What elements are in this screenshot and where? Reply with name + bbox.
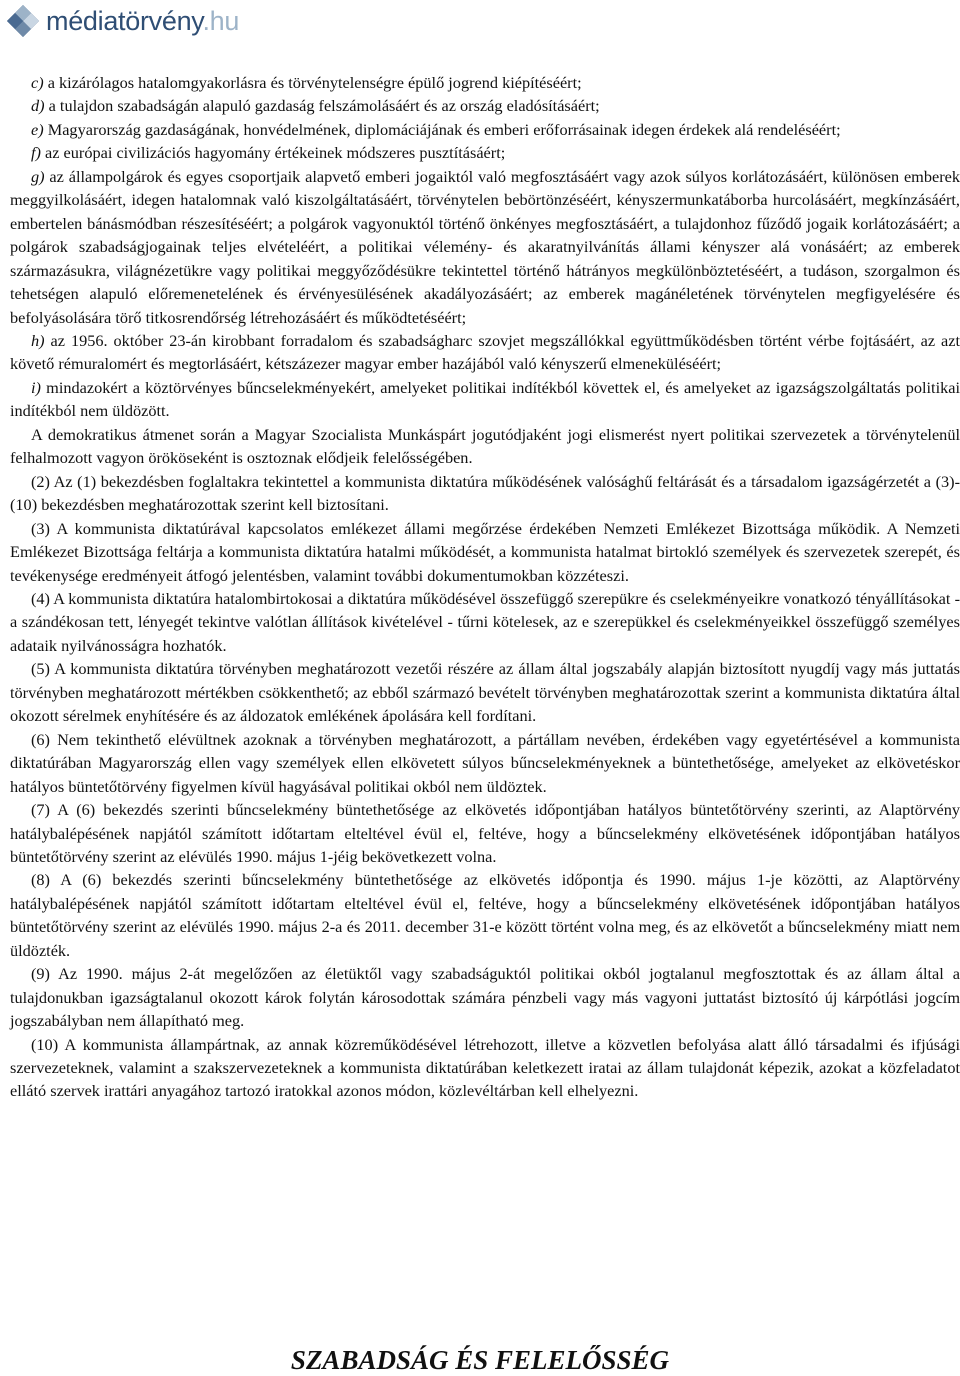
- section-heading: SZABADSÁG ÉS FELELŐSSÉG: [290, 1345, 670, 1375]
- document-body: [10, 71, 960, 1103]
- list-item-e: [10, 118, 960, 141]
- item-label: d): [31, 96, 45, 116]
- list-item-c: [10, 71, 960, 94]
- paragraph-10: (10) A kommunista állampártnak, az annak közreműködésével létrehozott, illetve a közvetlen befolyása alatt álló társadalmi és ifjúsági szervezeteknek, valamint a szakszervezeteknek a kommunista diktatúrában keletkezett iratai az állam tulajdonát képezik, azokat a közfeladatot ellátó szervek irattári anyagához tartozó iratokkal azonos módon, közlevéltárban kell elhelyezni.: [10, 1034, 960, 1101]
- paragraph-transition: A demokratikus átmenet során a Magyar Szocialista Munkáspárt jogutódjaként jogi elismerést nyert politikai szervezetek a törvénytelenül felhalmozott vagyon örököseként is osztoznak elődjeik felelősségében.: [10, 424, 960, 468]
- site-logo[interactable]: [6, 4, 239, 38]
- item-label: h): [31, 330, 45, 350]
- item-text: a tulajdon szabadságán alapuló gazdaság felszámolásáért és az ország eladósításáért;: [48, 96, 600, 116]
- item-text: Magyarország gazdaságának, honvédelmének, diplomáciájának és emberi erőforrásainak idegen érdekek alá rendeléséért;: [47, 119, 841, 139]
- paragraph-5: (5) A kommunista diktatúra törvényben meghatározott vezetői részére az állam által jogszabály alapján biztosított nyugdíj vagy más juttatás törvényben meghatározott mértékben csökkenthető; az ebből származó bevételt törvényben meghatározottak szerint a kommunista diktatúra által okozott sérelmek enyhítésére és az áldozatok emlékének ápolására kell fordítani.: [10, 659, 960, 726]
- item-text: mindazokért a köztörvényes bűncselekményekért, amelyeket politikai indítékból követtek el, és amelyeket az igazságszolgáltatás politikai indítékból nem üldözött.: [10, 377, 960, 421]
- paragraph-6: (6) Nem tekinthető elévültnek azoknak a törvényben meghatározott, a pártállam nevében, érdekében vagy egyetértésével a kommunista diktatúrában Magyarország ellen vagy személyek ellen elkövetett súlyos bűncselekményeknek a büntethetősége, amelyeket az elkövetéskor hatályos büntetőtörvény figyelmen kívül hagyásával politikai okból nem üldöztek.: [10, 729, 960, 796]
- item-label: g): [31, 166, 45, 186]
- list-item-i: [10, 376, 960, 423]
- list-item-h: [10, 329, 960, 376]
- paragraph-3: (3) A kommunista diktatúrával kapcsolatos emlékezet állami megőrzése érdekében Nemzeti Emlékezet Bizottsága működik. A Nemzeti Emlékezet Bizottsága feltárja a kommunista diktatúra hatalmi működését, a kommunista hatalmat birtokló személyek és szervezetek szerepét, és tevékenysége eredményeit átfogó jelentésben, valamint további dokumentumokban közzéteszi.: [10, 518, 960, 585]
- paragraph-8: (8) A (6) bekezdés szerinti bűncselekmény büntethetősége az elkövetés időpontja és 1990. május 1-je közötti, az Alaptörvény hatálybalépésének napjától számított időtartam elteltével évül el, feltéve, hogy a bűncselekmény elkövetésének időpontjában hatályos büntetőtörvény szerint az elévülés 1990. május 2-a és 2011. december 31-e között történt volna meg, és az elkövetőt a bűncselekmény miatt nem üldözték.: [10, 870, 960, 960]
- logo-main-text: médiatörvény: [46, 6, 203, 36]
- item-text: az állampolgárok és egyes csoportjaik alapvető emberi jogaiktól való megfosztásáért vagy azok súlyos korlátozásáért, különösen emberek meggyilkolásáért, idegen hatalomnak való kiszolgáltatásáért, törvénytelen bebörtönzéséért, kényszermunkatáborba hurcolásáért, megkínzásáért, embertelen bánásmódban részesítéséért; a polgárok vagyonuktól történő önkényes megfosztásáért, a tulajdonhoz fűződő jogaik korlátozásáért; a polgárok szabadságjogainak teljes elvételéért, a politikai vélemény- és akaratnyilvánítás állami kényszer alá vonásáért; az emberek származásukra, világnézetükre vagy politikai meggyőződésükre tekintettel történő hátrányos megkülönböztetéséért, a tudáson, szorgalmon és tehetségen alapuló előremenetelének és érvényesülésének akadályozásáért; az emberek magánéletének törvénytelen megfigyelésére és befolyásolására törő titkosrendőrség létrehozásáért és működtetéséért;: [10, 166, 960, 327]
- list-item-f: [10, 141, 960, 164]
- item-text: a kizárólagos hatalomgyakorlásra és törvénytelenségre épülő jogrend kiépítéséért;: [47, 73, 582, 92]
- diamond-logo-icon: [6, 4, 40, 38]
- item-label: c): [31, 73, 44, 92]
- item-label: i): [31, 377, 41, 397]
- list-item-g: [10, 165, 960, 329]
- item-text: az európai civilizációs hagyomány értékeinek módszeres pusztításáért;: [45, 143, 506, 163]
- item-text: az 1956. október 23-án kirobbant forradalom és szabadságharc szovjet megszállókkal együttműködésben történt vérbe fojtásáért, az azt követő rémuralomért és megtorlásáért, kétszázezer magyar ember hazájából való kényszerű elmeneküléséért;: [10, 330, 960, 374]
- logo-domain-text: .hu: [202, 6, 240, 36]
- paragraph-9: (9) Az 1990. május 2-át megelőzően az életüktől vagy szabadságuktól politikai okból jogtalanul megfosztottak és az állam által a tulajdonukban igazságtalanul okozott károk folytán károsodottak számára pénzbeli vagy más vagyoni juttatást biztosító új kárpótlási jogcím jogszabályban nem állapítható meg.: [10, 964, 960, 1031]
- paragraph-2: (2) Az (1) bekezdésben foglaltakra tekintettel a kommunista diktatúra működésének valósághű feltárását és a társadalom igazságérzetét a (3)-(10) bekezdésben meghatározottak szerint kell biztosítani.: [10, 471, 960, 515]
- item-label: f): [31, 143, 41, 163]
- paragraph-7: (7) A (6) bekezdés szerinti bűncselekmény büntethetősége az elkövetés időpontjában hatályos büntetőtörvény szerinti, az Alaptörvény hatálybalépésének napjától számított időtartam elteltével évül el, feltéve, hogy a bűncselekmény elkövetésének időpontjában hatályos büntetőtörvény szerint az elévülés 1990. május 1-jéig bekövetkezett volna.: [10, 800, 960, 866]
- item-label: e): [31, 119, 44, 139]
- paragraph-4: (4) A kommunista diktatúra hatalombirtokosai a diktatúra működésével összefüggő szerepükre és cselekményeikre vonatkozó tényállításokat - a szándékosan tett, lényegét tekintve valótlan állítások kivételével - tűrni kötelesek, az e szerepükkel és cselekményeikkel összefüggő személyes adataik nyilvánosságra hozhatók.: [10, 588, 960, 655]
- list-item-d: [10, 94, 960, 117]
- logo-text: [46, 4, 239, 38]
